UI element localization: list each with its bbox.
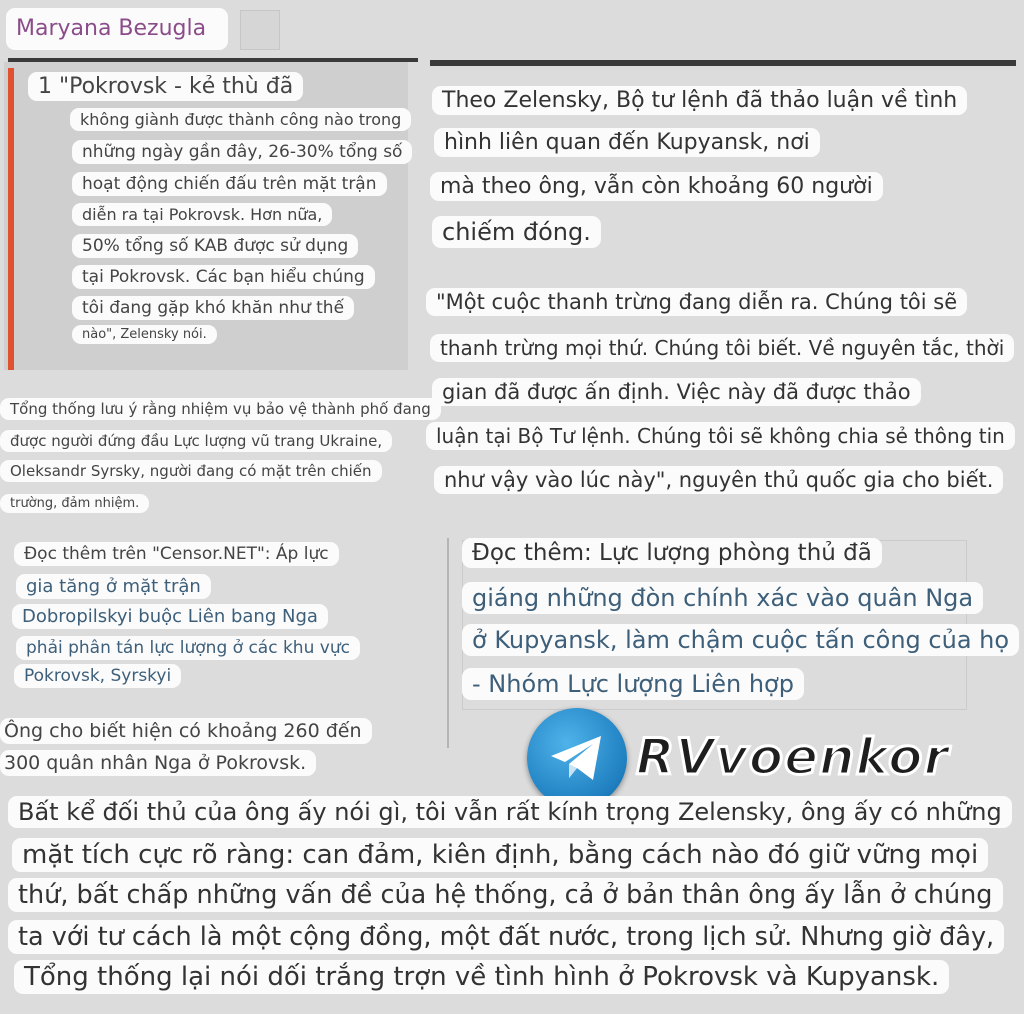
paper-plane-icon <box>549 732 605 784</box>
quote-line: không giành được thành công nào trong <box>70 108 411 131</box>
quote-line: diễn ra tại Pokrovsk. Hơn nữa, <box>72 203 332 226</box>
left-paragraph-line: trường, đảm nhiệm. <box>0 494 149 513</box>
readmore-divider <box>447 538 449 748</box>
quote-title: 1 "Pokrovsk - kẻ thù đã <box>28 72 303 101</box>
right-quote-line: thanh trừng mọi thứ. Chúng tôi biết. Về nguyên tắc, thời <box>430 334 1014 362</box>
comment-line: thứ, bất chấp những vấn đề của hệ thống, cả ở bản thân ông ấy lẫn ở chúng <box>8 878 1003 912</box>
comment-line: mặt tích cực rõ ràng: can đảm, kiên định, bằng cách nào đó giữ vững mọi <box>12 838 988 872</box>
right-paragraph-line: mà theo ông, vẫn còn khoảng 60 người <box>430 172 883 201</box>
left-readmore-link[interactable]: gia tăng ở mặt trận <box>16 574 211 599</box>
quote-line: tôi đang gặp khó khăn như thế <box>72 296 354 320</box>
comment-line: ta với tư cách là một cộng đồng, một đất nước, trong lịch sử. Nhưng giờ đây, <box>8 920 1004 954</box>
right-readmore-line[interactable]: Đọc thêm: Lực lượng phòng thủ đã <box>462 538 882 568</box>
comment-line: Bất kể đối thủ của ông ấy nói gì, tôi vẫn rất kính trọng Zelensky, ông ấy có những <box>8 796 1012 828</box>
right-quote-line: gian đã được ấn định. Việc này đã được thảo <box>432 378 921 406</box>
quote-accent-bar <box>8 68 14 370</box>
right-paragraph-line: chiếm đóng. <box>432 216 601 248</box>
left-readmore-line[interactable]: Đọc thêm trên "Censor.NET": Áp lực <box>14 542 339 566</box>
left-paragraph-line: được người đứng đầu Lực lượng vũ trang Ukraine, <box>0 430 392 452</box>
quote-line: tại Pokrovsk. Các bạn hiểu chúng <box>72 265 375 289</box>
right-readmore-link[interactable]: - Nhóm Lực lượng Liên hợp <box>462 668 804 700</box>
left-readmore-link[interactable]: phải phân tán lực lượng ở các khu vực <box>16 636 360 660</box>
background-panel <box>240 10 280 50</box>
author-name: Maryana Bezugla <box>6 8 228 50</box>
brand-watermark: RVvoenkor <box>636 728 950 786</box>
comment-line: Tổng thống lại nói dối trắng trợn về tình hình ở Pokrovsk và Kupyansk. <box>14 960 949 994</box>
right-readmore-link[interactable]: giáng những đòn chính xác vào quân Nga <box>462 582 983 614</box>
quote-line: những ngày gần đây, 26-30% tổng số <box>72 140 412 164</box>
right-quote-line: "Một cuộc thanh trừng đang diễn ra. Chúng tôi sẽ <box>426 288 967 316</box>
right-paragraph-line: Theo Zelensky, Bộ tư lệnh đã thảo luận về tình <box>432 86 967 115</box>
telegram-icon <box>527 708 627 808</box>
left-readmore-link[interactable]: Dobropilskyi buộc Liên bang Nga <box>12 604 328 629</box>
left-bottom-line: Ông cho biết hiện có khoảng 260 đến <box>0 718 372 744</box>
right-quote-line: luận tại Bộ Tư lệnh. Chúng tôi sẽ không chia sẻ thông tin <box>426 422 1015 450</box>
right-paragraph-line: hình liên quan đến Kupyansk, nơi <box>434 128 820 157</box>
quote-line: 50% tổng số KAB được sử dụng <box>72 234 358 258</box>
left-readmore-link[interactable]: Pokrovsk, Syrskyi <box>14 664 181 688</box>
right-readmore-link[interactable]: ở Kupyansk, làm chậm cuộc tấn công của họ <box>462 624 1019 656</box>
quote-line: nào", Zelensky nói. <box>72 325 217 344</box>
right-quote-line: như vậy vào lúc này", nguyên thủ quốc gia cho biết. <box>434 466 1003 494</box>
left-paragraph-line: Oleksandr Syrsky, người đang có mặt trên chiến <box>0 460 382 482</box>
left-paragraph-line: Tổng thống lưu ý rằng nhiệm vụ bảo vệ thành phố đang <box>0 398 441 420</box>
quote-line: hoạt động chiến đấu trên mặt trận <box>72 172 387 196</box>
top-rule-right <box>430 60 1016 66</box>
left-bottom-line: 300 quân nhân Nga ở Pokrovsk. <box>0 750 316 776</box>
